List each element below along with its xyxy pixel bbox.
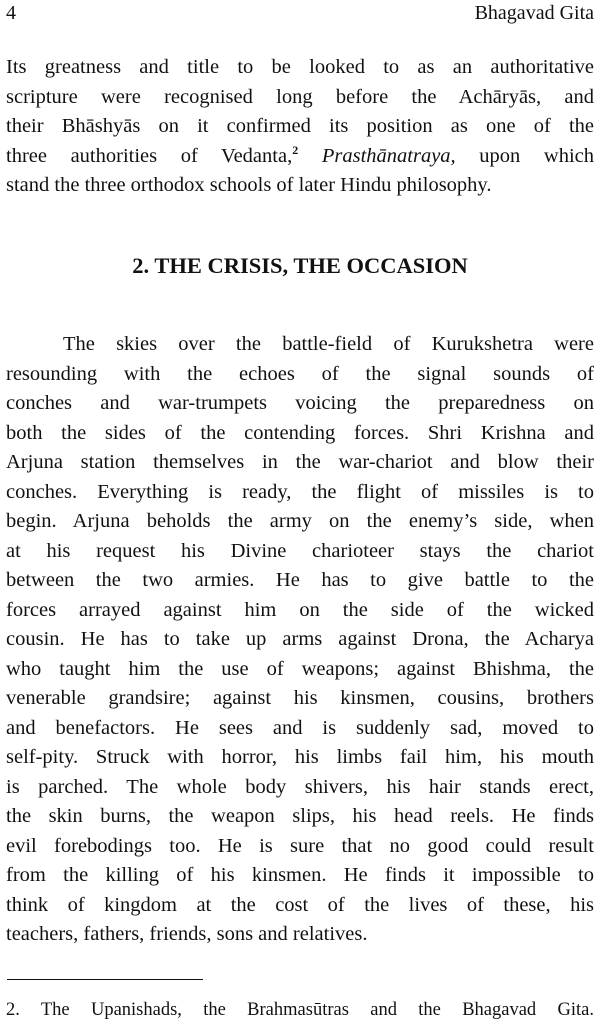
footnote: 2. The Upanishads, the Brahmasūtras and the Bhagavad Gita. [6, 1000, 594, 1020]
footnote-marker: 2 [292, 142, 299, 157]
text-line: from the killing of his kinsmen. He finds it impossible to [6, 864, 594, 886]
text-line: cousin. He has to take up arms against Drona, the Acharya [6, 628, 594, 650]
text-line: think of kingdom at the cost of the lives of these, his [6, 893, 594, 916]
text-line: conches. Everything is ready, the flight of missiles is to [6, 480, 594, 503]
running-title: Bhagavad Gita [474, 2, 594, 24]
page-number: 4 [6, 2, 16, 24]
text-line: resounding with the echoes of the signal sounds of [6, 362, 594, 385]
text-line: teachers, fathers, friends, sons and relatives. [6, 923, 368, 945]
text-line: and benefactors. He sees and is suddenly sad, moved to [6, 716, 594, 739]
text-line: both the sides of the contending forces. Shri Krishna and [6, 421, 594, 444]
text-line: their Bhāshyās on it confirmed its position as one of the [6, 115, 594, 137]
text-line: venerable grandsire; against his kinsmen, cousins, brothers [6, 687, 594, 709]
paragraph-crisis [6, 330, 594, 950]
text-line: the skin burns, the weapon slips, his head reels. He finds [6, 805, 594, 827]
text-line: begin. Arjuna beholds the army on the enemy’s side, when [6, 510, 594, 532]
text-line: stand the three orthodox schools of later Hindu philosophy. [6, 174, 492, 196]
text-line: between the two armies. He has to give battle to the [6, 569, 594, 591]
text-line: self-pity. Struck with horror, his limbs fail him, his mouth [6, 746, 594, 768]
text-line: forces arrayed against him on the side of the wicked [6, 598, 594, 621]
section-heading: 2. THE CRISIS, THE OCCASION [132, 253, 468, 278]
running-head [6, 0, 594, 26]
footnote-divider [7, 979, 203, 980]
text-line: at his request his Divine charioteer stays the chariot [6, 539, 594, 562]
text-line: who taught him the use of weapons; against Bhishma, the [6, 657, 594, 680]
line-text-after-term: upon which [455, 144, 594, 167]
italic-term: Prasthānatraya, [321, 144, 456, 167]
text-line: conches and war-trumpets voicing the preparedness on [6, 392, 594, 414]
text-line: The skies over the battle-field of Kurukshetra were [63, 333, 594, 355]
text-line: scripture were recognised long before the Achāryās, and [6, 85, 594, 108]
text-line-with-footnote [6, 142, 594, 172]
text-line: Its greatness and title to be looked to as an authoritative [6, 56, 594, 78]
text-line: is parched. The whole body shivers, his hair stands erect, [6, 775, 594, 798]
paragraph-intro [6, 53, 594, 201]
text-line: evil forebodings too. He is sure that no good could result [6, 834, 594, 857]
text-line: Arjuna station themselves in the war-chariot and blow their [6, 451, 594, 473]
line-text-before-marker: three authorities of Vedanta, [6, 144, 293, 167]
